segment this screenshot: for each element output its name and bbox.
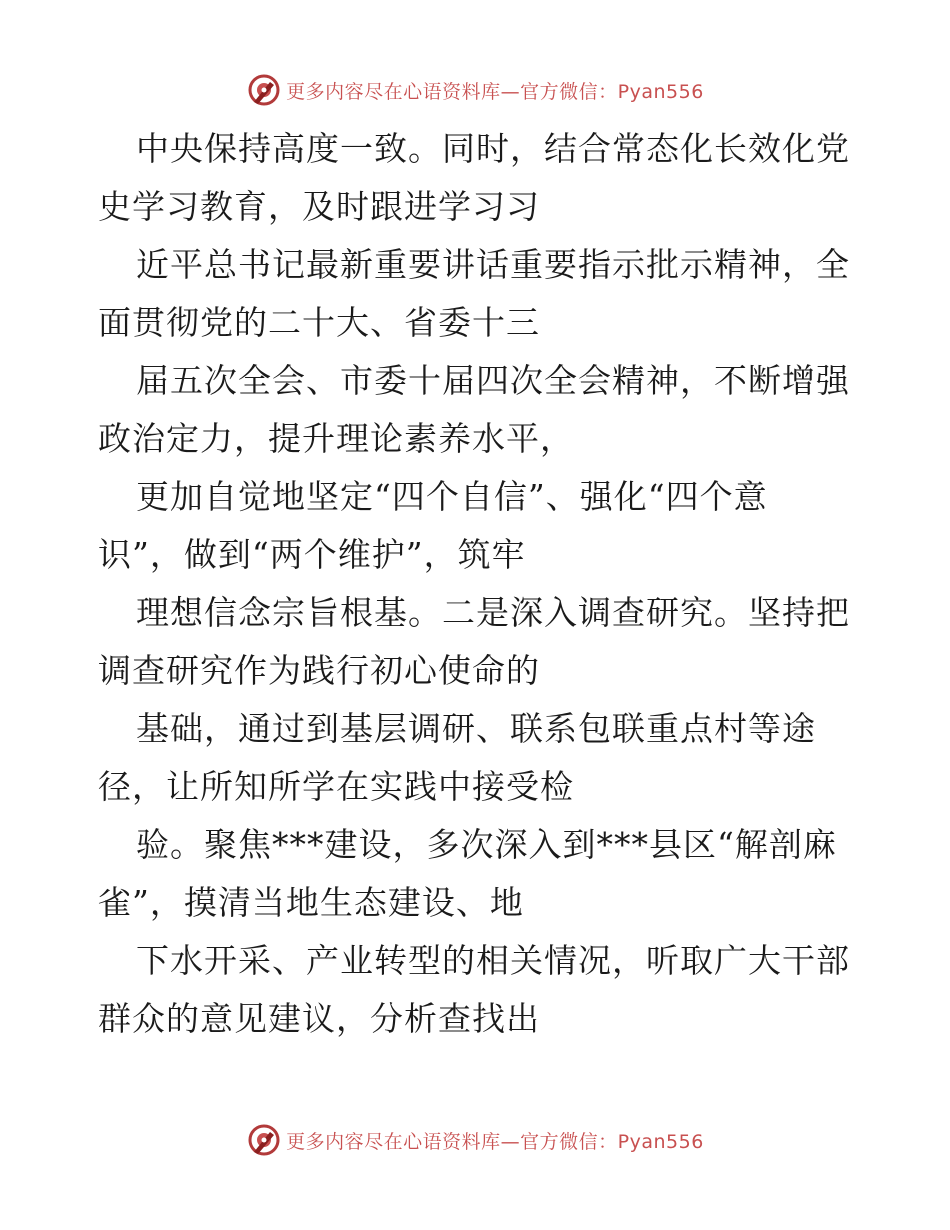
pen-circle-logo-icon bbox=[246, 1122, 282, 1158]
body-line: 调查研究作为践行初心使命的 bbox=[98, 651, 540, 690]
pen-circle-logo-icon bbox=[246, 72, 282, 108]
header-banner-text: 更多内容尽在心语资料库—官方微信：Pyan556 bbox=[286, 80, 704, 103]
document-body bbox=[98, 120, 858, 1048]
body-line: 识”，做到“两个维护”，筑牢 bbox=[98, 535, 526, 574]
body-line: 雀”，摸清当地生态建设、地 bbox=[98, 883, 524, 922]
body-line: 验。聚焦***建设，多次深入到***县区“解剖麻 bbox=[136, 825, 837, 864]
footer-banner-text: 更多内容尽在心语资料库—官方微信：Pyan556 bbox=[286, 1130, 704, 1153]
body-line: 政治定力，提升理论素养水平， bbox=[98, 419, 574, 458]
body-line: 下水开采、产业转型的相关情况，听取广大干部 bbox=[136, 941, 850, 980]
body-line: 径，让所知所学在实践中接受检 bbox=[98, 767, 574, 806]
footer-banner bbox=[0, 1120, 950, 1160]
body-line: 面贯彻党的二十大、省委十三 bbox=[98, 303, 540, 342]
body-line: 史学习教育，及时跟进学习习 bbox=[98, 187, 540, 226]
body-line: 近平总书记最新重要讲话重要指示批示精神，全 bbox=[136, 245, 850, 284]
body-line: 基础，通过到基层调研、联系包联重点村等途 bbox=[136, 709, 816, 748]
body-line: 群众的意见建议，分析查找出 bbox=[98, 999, 540, 1038]
body-line: 理想信念宗旨根基。二是深入调查研究。坚持把 bbox=[136, 593, 850, 632]
body-line: 届五次全会、市委十届四次全会精神，不断增强 bbox=[136, 361, 850, 400]
body-line: 更加自觉地坚定“四个自信”、强化“四个意 bbox=[136, 477, 768, 516]
header-banner bbox=[0, 70, 950, 110]
body-line: 中央保持高度一致。同时，结合常态化长效化党 bbox=[136, 129, 850, 168]
